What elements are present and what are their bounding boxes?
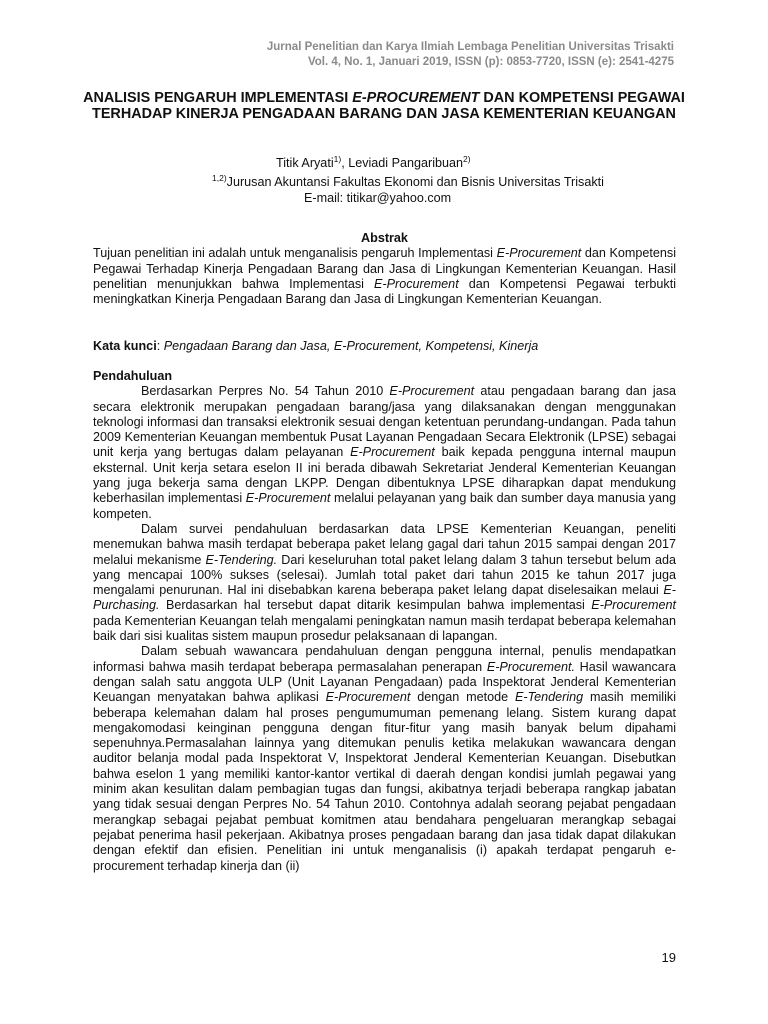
introduction-heading: Pendahuluan bbox=[93, 369, 173, 383]
introduction-section bbox=[93, 369, 676, 874]
keywords: Kata kunci: Pengadaan Barang dan Jasa, E-Procurement, Kompetensi, Kinerja bbox=[93, 339, 539, 353]
abstract-section bbox=[93, 231, 676, 307]
abstract-heading: Abstrak bbox=[361, 231, 408, 245]
author-email: E-mail: titikar@yahoo.com bbox=[304, 190, 452, 205]
paragraph: Dalam sebuah wawancara pendahuluan dengan pengguna internal, penulis mendapatkan informasi bahwa masih terdapat beberapa permasalahan penerapan E-Procurement. Hasil wawancara dengan salah satu anggota ULP (Unit Layanan Pengadaan) pada Inspektorat Jenderal Kementerian Keuangan menyatakan bahwa aplikasi E-Procurement dengan metode E-Tendering masih memiliki beberapa kelemahan dalam hal proses pengumumuman pemenang lelang. Sistem kurang dapat mengakomodasi keinginan pengguna dengan fitur-fitur yang masih banyak belum dipahami sepenuhnya.Permasalahan lainnya yang ditemukan penulis ketika melakukan wawancara dengan auditor belanja modal pada Inspektorat V, Inspektorat Jenderal Kementerian Keuangan. Disebutkan bahwa eselon 1 yang memiliki kantor-kantor vertikal di daerah dengan kondisi jumlah pegawai yang minim akan kesulitan dalam pembagian tugas dan fungsi, akibatnya terjadi beberapa rangkap jabatan yang tidak sesuai dengan Perpres No. 54 Tahun 2010. Contohnya adalah seorang pejabat pengadaan merangkap sebagai pejabat pembuat komitmen atau bendahara pengeluaran merangkap sebagai pejabat penerima hasil pekerjaan. Akibatnya proses pengadaan barang dan jasa tidak dapat dilakukan dengan efektif dan efisien. Penelitian ini untuk menganalisis (i) apakah terdapat pengaruh e-procurement terhadap kinerja dan (ii) bbox=[93, 644, 676, 873]
paper-title: ANALISIS PENGARUH IMPLEMENTASI E-PROCUREMENT DAN KOMPETENSI PEGAWAI TERHADAP KINERJA PENGADAAN BARANG DAN JASA KEMENTERIAN KEUANGAN bbox=[83, 90, 685, 123]
paragraph: Berdasarkan Perpres No. 54 Tahun 2010 E-Procurement atau pengadaan barang dan jasa secara elektronik merupakan pengadaan barang/jasa yang dilaksanakan dengan menggunakan teknologi informasi dan transaksi elektronik sesuai dengan ketentuan perundang-undangan. Pada tahun 2009 Kementerian Keuangan membentuk Pusat Layanan Pengadaan Secara Elektronik (LPSE) sebagai unit kerja yang bertugas dalam pelayanan E-Procurement baik kepada pengguna internal maupun eksternal. Unit kerja setara eselon II ini berada dibawah Sekretariat Jenderal Kementerian Keuangan yang juga bekerja sama dengan LKPP. Dengan dibentuknya LPSE diharapkan dapat mendukung keberhasilan implementasi E-Procurement melalui pelayanan yang baik dan sumber daya manusia yang kompeten. bbox=[93, 384, 677, 521]
journal-volume-issn: Vol. 4, No. 1, Januari 2019, ISSN (p): 0853-7720, ISSN (e): 2541-4275 bbox=[307, 56, 674, 68]
journal-header bbox=[267, 40, 674, 70]
author-block bbox=[0, 152, 768, 206]
author-affiliation: $^{1,2)}$Jurusan Akuntansi Fakultas Ekonomi dan Bisnis Universitas Trisakti bbox=[212, 173, 604, 190]
paragraph: Dalam survei pendahuluan berdasarkan data LPSE Kementerian Keuangan, peneliti menemukan bahwa masih terdapat beberapa paket lelang gagal dari tahun 2015 sampai dengan 2017 melalui mekanisme E-Tendering. Dari keseluruhan total paket lelang dalam 3 tahun tersebut belum ada yang mencapai 100% sukses (selesai). Jumlah total paket dari tahun 2015 ke tahun 2017 juga mengalami penurunan. Hal ini disebabkan karena beberapa paket lelang dapat diselesaikan melaui E-Purchasing. Berdasarkan hal tersebut dapat ditarik kesimpulan bahwa implementasi E-Procurement pada Kementerian Keuangan telah mengalami peningkatan namun masih terdapat beberapa kelemahan baik dari sisi kualitas sistem maupun prosedur pelaksanaan di lapangan. bbox=[93, 521, 676, 644]
page-number: 19 bbox=[661, 950, 676, 965]
keywords-value: Pengadaan Barang dan Jasa, E-Procurement, Kompetensi, Kinerja bbox=[163, 339, 539, 353]
abstract-text: Tujuan penelitian ini adalah untuk menganalisis pengaruh Implementasi E-Procurement dan Kompetensi Pegawai Terhadap Kinerja Pengadaan Barang dan Jasa di Lingkungan Kementerian Keuangan. Hasil penelitian menunjukkan bahwa Implementasi E-Procurement dan Kompetensi Pegawai terbukti meningkatkan Kinerja Pengadaan Barang dan Jasa di Lingkungan Kementerian Keuangan. bbox=[93, 246, 677, 307]
keywords-label: Kata kunci bbox=[93, 339, 157, 353]
author-names: Titik Aryati$^{1)}$, Leviadi Pangaribuan$^{2)}$ bbox=[276, 154, 471, 170]
introduction-text bbox=[93, 384, 676, 874]
journal-name: Jurnal Penelitian dan Karya Ilmiah Lembaga Penelitian Universitas Trisakti bbox=[266, 41, 674, 53]
